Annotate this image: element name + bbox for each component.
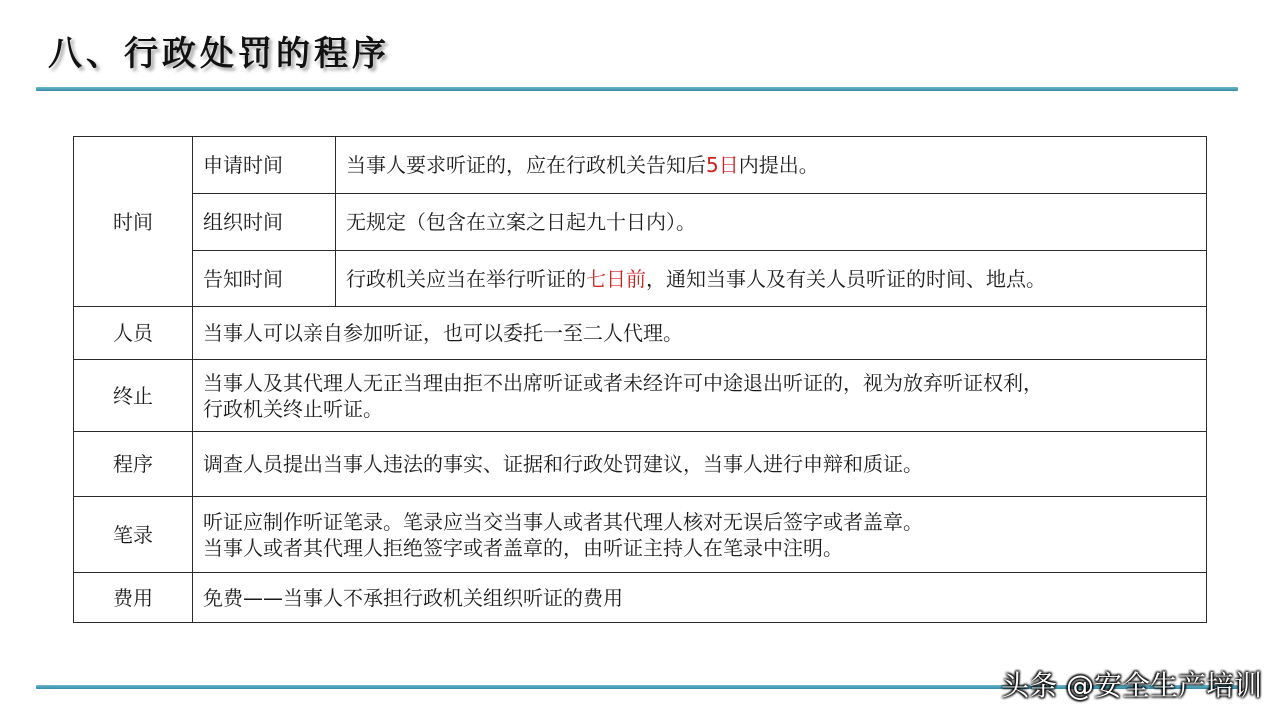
procedure-text: 调查人员提出当事人违法的事实、证据和行政处罚建议，当事人进行申辩和质证。 — [193, 432, 1207, 497]
table-row — [74, 307, 1207, 360]
category-termination: 终止 — [74, 360, 193, 432]
table-row — [74, 251, 1207, 307]
category-procedure: 程序 — [74, 432, 193, 497]
category-fee: 费用 — [74, 573, 193, 623]
title-divider — [36, 87, 1238, 91]
page-title: 八、行政处罚的程序 — [48, 34, 390, 74]
hearing-procedure-table — [73, 136, 1207, 623]
table-row — [74, 497, 1207, 573]
notify-time-text — [336, 251, 1207, 307]
termination-text — [193, 360, 1207, 432]
record-text — [193, 497, 1207, 573]
table-row — [74, 360, 1207, 432]
table-row — [74, 573, 1207, 623]
apply-time-text-after: 内提出。 — [738, 153, 819, 177]
notify-time-highlight: 七日前 — [586, 266, 646, 291]
sub-label-organize-time: 组织时间 — [193, 194, 336, 251]
fee-text: 免费——当事人不承担行政机关组织听证的费用 — [193, 573, 1207, 623]
category-time: 时间 — [74, 137, 193, 307]
termination-line-2: 行政机关终止听证。 — [203, 396, 383, 421]
apply-time-text — [336, 137, 1207, 194]
category-record: 笔录 — [74, 497, 193, 573]
apply-time-text-before: 当事人要求听证的，应在行政机关告知后 — [346, 153, 706, 177]
watermark: 头条 @安全生产培训 — [1001, 669, 1262, 702]
notify-time-text-before: 行政机关应当在举行听证的 — [346, 266, 586, 291]
record-line-2: 当事人或者其代理人拒绝签字或者盖章的，由听证主持人在笔录中注明。 — [203, 535, 843, 560]
record-line-1: 听证应制作听证笔录。笔录应当交当事人或者其代理人核对无误后签字或者盖章。 — [203, 509, 923, 534]
sub-label-apply-time: 申请时间 — [193, 137, 336, 194]
termination-line-1: 当事人及其代理人无正当理由拒不出席听证或者未经许可中途退出听证的，视为放弃听证权利， — [203, 370, 1043, 395]
sub-label-notify-time: 告知时间 — [193, 251, 336, 307]
notify-time-text-after: ，通知当事人及有关人员听证的时间、地点。 — [646, 266, 1046, 291]
apply-time-highlight: 5日 — [706, 153, 739, 177]
organize-time-text: 无规定（包含在立案之日起九十日内）。 — [336, 194, 1207, 251]
category-personnel: 人员 — [74, 307, 193, 360]
table-row — [74, 194, 1207, 251]
table-row — [74, 137, 1207, 194]
personnel-text: 当事人可以亲自参加听证，也可以委托一至二人代理。 — [193, 307, 1207, 360]
table-row — [74, 432, 1207, 497]
